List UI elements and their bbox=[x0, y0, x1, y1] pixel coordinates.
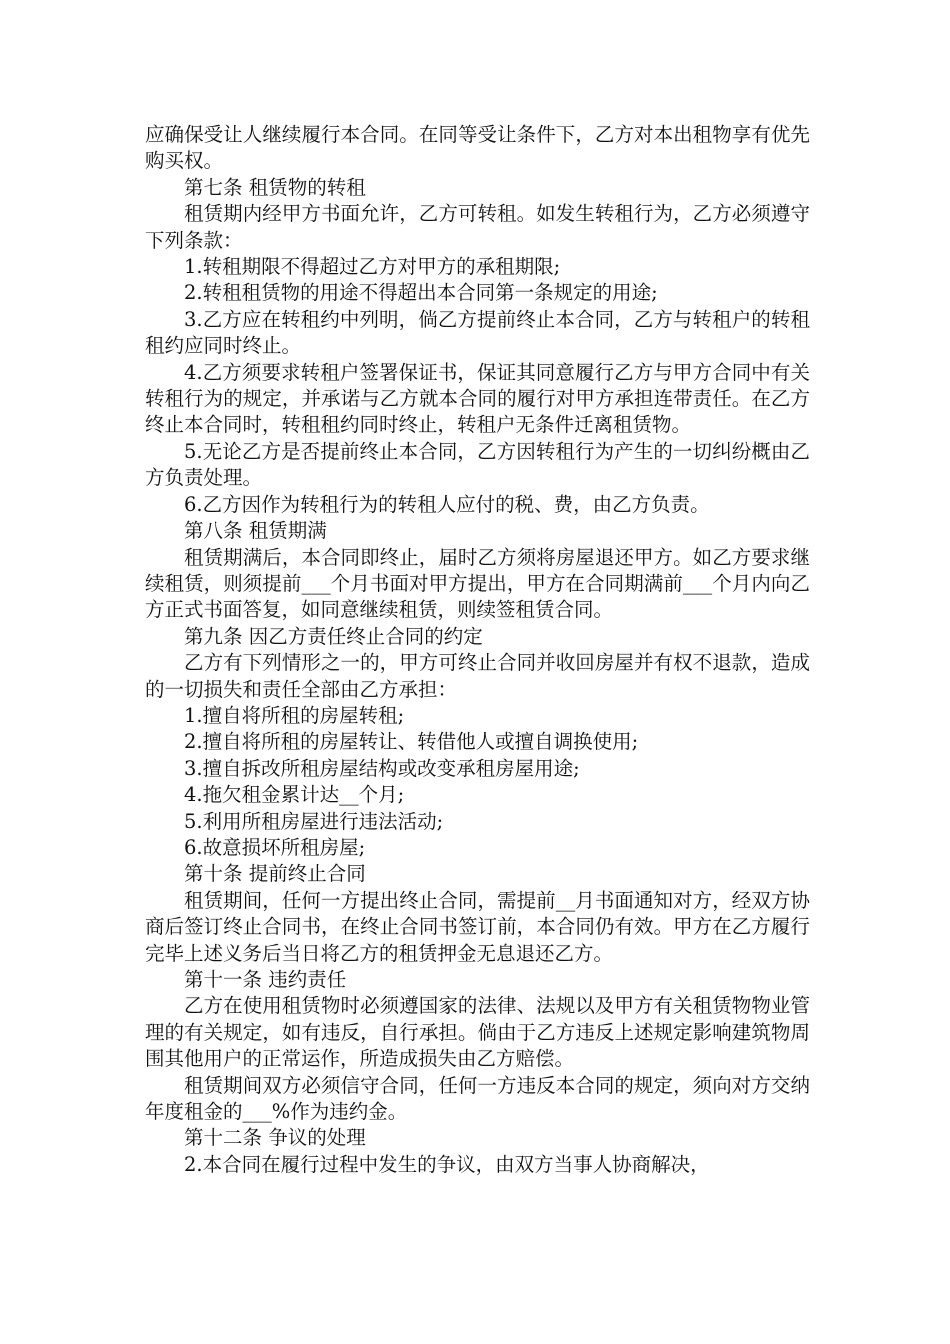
paragraph: 第十一条 违约责任 bbox=[184, 968, 347, 991]
paragraph: 乙方有下列情形之一的，甲方可终止合同并收回房屋并有权不退款，造成的一切损失和责任全部由乙方承担： bbox=[145, 651, 810, 701]
paragraph: 第八条 租赁期满 bbox=[184, 519, 327, 543]
paragraph: 5.无论乙方是否提前终止本合同，乙方因转租行为产生的一切纠纷概由乙方负责处理。 bbox=[145, 439, 810, 490]
paragraph: 2.擅自将所租的房屋转让、转借他人或擅自调换使用; bbox=[184, 730, 639, 754]
paragraph: 租赁期间双方必须信守合同，任何一方违反本合同的规定，须向对方交纳年度租金的___%作为违约金。 bbox=[145, 1073, 810, 1124]
paragraph: 第十二条 争议的处理 bbox=[184, 1126, 366, 1150]
paragraph: 4.拖欠租金累计达__个月; bbox=[184, 783, 405, 807]
paragraph: 3.乙方应在转租约中列明，倘乙方提前终止本合同，乙方与转租户的转租租约应同时终止。 bbox=[145, 307, 810, 358]
paragraph: 第九条 因乙方责任终止合同的约定 bbox=[184, 624, 483, 648]
paragraph: 6.乙方因作为转租行为的转租人应付的税、费，由乙方负责。 bbox=[184, 492, 710, 516]
paragraph: 租赁期满后，本合同即终止，届时乙方须将房屋退还甲方。如乙方要求继续租赁，则须提前___个月书面对甲方提出，甲方在合同期满前___个月内向乙方正式书面答复，如同意继续租赁，则续签租赁合同。 bbox=[145, 545, 810, 622]
paragraph: 乙方在使用租赁物时必须遵国家的法律、法规以及甲方有关租赁物物业管理的有关规定，如有违反，自行承担。倘由于乙方违反上述规定影响建筑物周围其他用户的正常运作，所造成损失由乙方赔偿。 bbox=[145, 994, 810, 1071]
paragraph: 1.转租期限不得超过乙方对甲方的承租期限; bbox=[184, 255, 561, 279]
paragraph: 应确保受让人继续履行本合同。在同等受让条件下，乙方对本出租物享有优先购买权。 bbox=[145, 123, 810, 173]
paragraph: 租赁期内经甲方书面允许，乙方可转租。如发生转租行为，乙方必须遵守下列条款： bbox=[145, 202, 810, 252]
paragraph: 第十条 提前终止合同 bbox=[184, 862, 366, 886]
paragraph: 2.转租租赁物的用途不得超出本合同第一条规定的用途; bbox=[184, 281, 658, 305]
paragraph: 租赁期间，任何一方提出终止合同，需提前__月书面通知对方，经双方协商后签订终止合同书，在终止合同书签订前，本合同仍有效。甲方在乙方履行完毕上述义务后当日将乙方的租赁押金无息退还乙方。 bbox=[145, 888, 810, 965]
paragraph: 4.乙方须要求转租户签署保证书，保证其同意履行乙方与甲方合同中有关转租行为的规定，并承诺与乙方就本合同的履行对甲方承担连带责任。在乙方终止本合同时，转租租约同时终止，转租户无条件迁离租赁物。 bbox=[145, 360, 810, 437]
paragraph: 2.本合同在履行过程中发生的争议，由双方当事人协商解决， bbox=[184, 1152, 710, 1176]
paragraph: 3.擅自拆改所租房屋结构或改变承租房屋用途; bbox=[184, 756, 580, 780]
paragraph: 第七条 租赁物的转租 bbox=[184, 175, 366, 199]
paragraph: 1.擅自将所租的房屋转租; bbox=[184, 703, 405, 727]
document-page bbox=[145, 122, 810, 1178]
paragraph: 6.故意损坏所租房屋; bbox=[184, 835, 366, 859]
paragraph: 5.利用所租房屋进行违法活动; bbox=[184, 809, 444, 833]
